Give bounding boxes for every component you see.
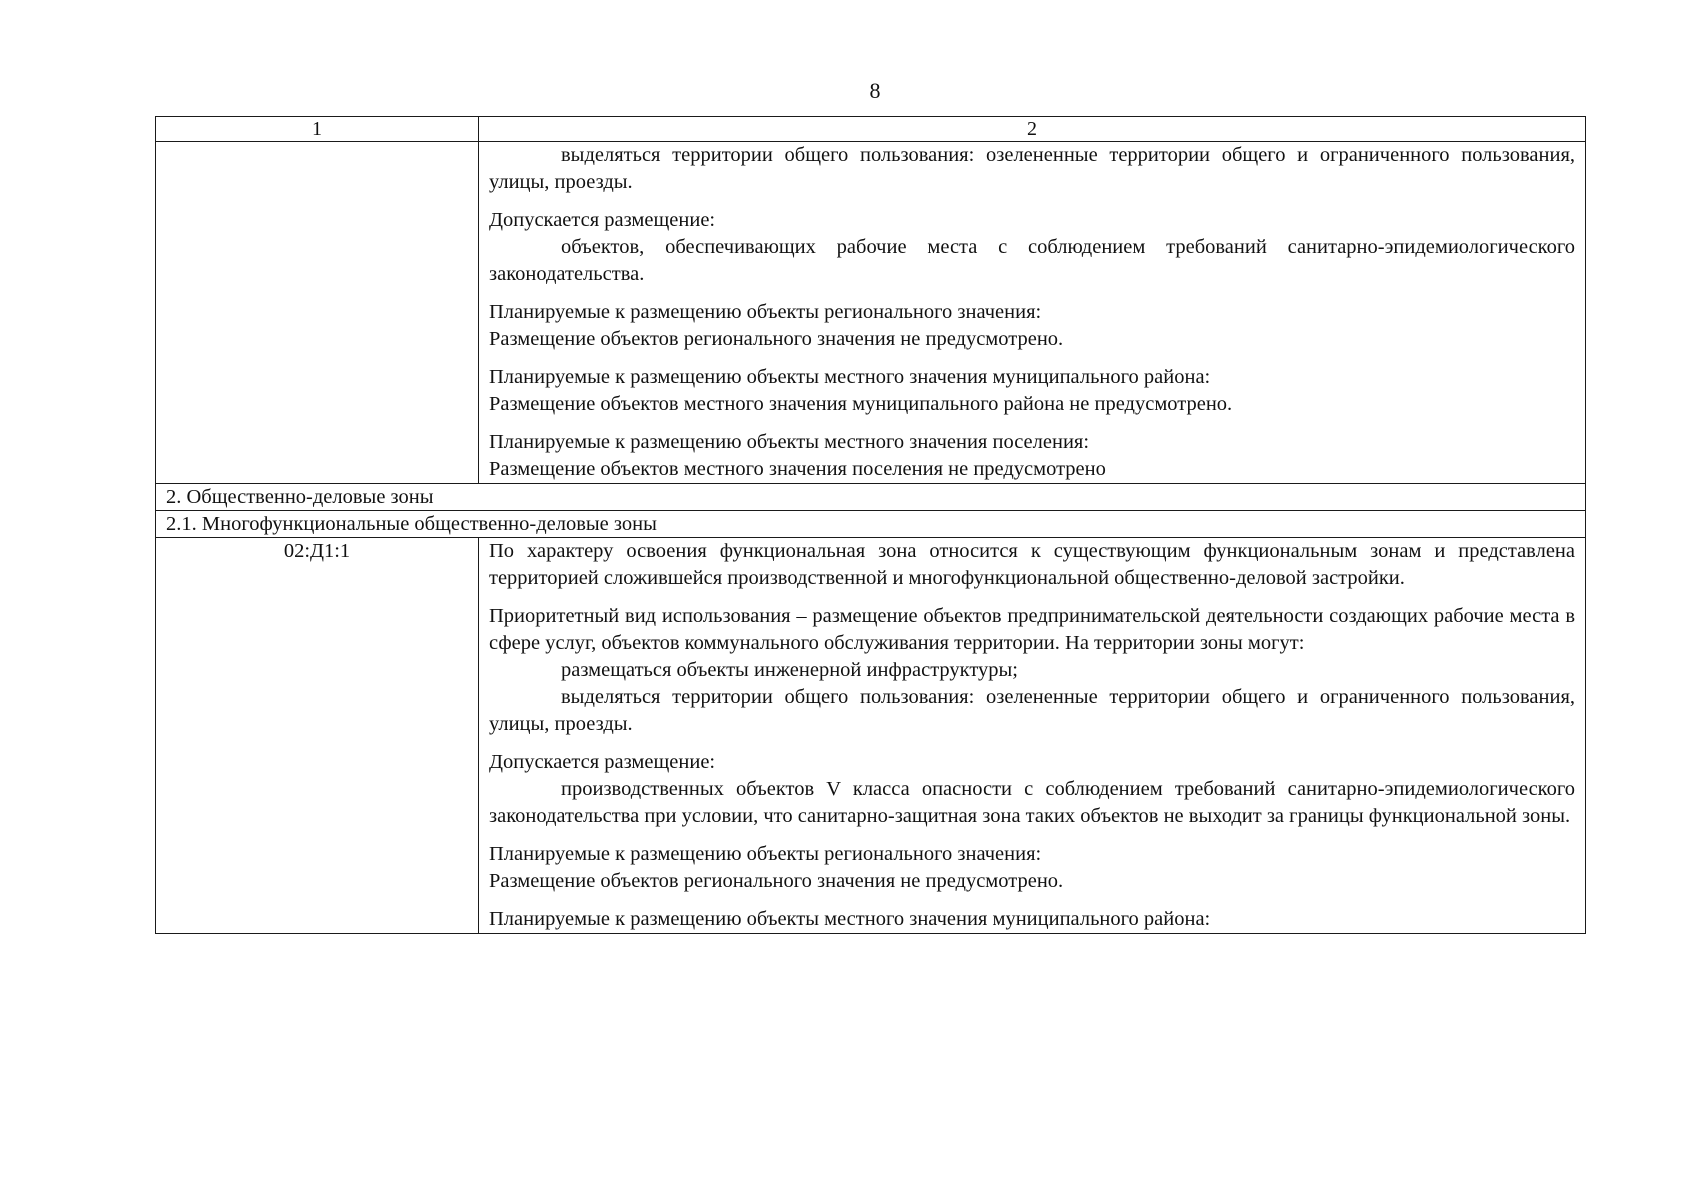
paragraph-block: [489, 299, 1575, 353]
description-container: [489, 142, 1575, 483]
paragraph-block: [489, 538, 1575, 592]
paragraph-block: [489, 207, 1575, 288]
paragraph-line: Допускается размещение:: [489, 209, 716, 231]
paragraph-line: По характеру освоения функциональная зона относится к существующим функциональным зонам и представлена территорией сложившейся производственной и многофункциональной общественно-деловой застройки.: [489, 540, 1575, 589]
paragraph-block: [489, 142, 1575, 196]
paragraph-line: объектов, обеспечивающих рабочие места с соблюдением требований санитарно-эпидемиологического законодательства.: [489, 236, 1575, 285]
paragraph-line: Размещение объектов регионального значения не предусмотрено.: [489, 328, 1064, 350]
section-row-2: [156, 484, 1586, 511]
paragraph-line: Допускается размещение:: [489, 751, 716, 773]
paragraph-line: Размещение объектов местного значения муниципального района не предусмотрено.: [489, 393, 1233, 415]
paragraph-line: Размещение объектов местного значения поселения не предусмотрено: [489, 458, 1106, 480]
zone-description-cell: [479, 538, 1586, 934]
zone-code-cell: [156, 142, 479, 484]
table-header-row: [156, 117, 1586, 142]
subsection-heading: 2.1. Многофункциональные общественно-деловые зоны: [156, 511, 1586, 538]
paragraph-block: [489, 906, 1575, 933]
paragraph-line: Планируемые к размещению объекты регионального значения:: [489, 843, 1042, 865]
paragraph-line: выделяться территории общего пользования: озелененные территории общего и ограниченного пользования, улицы, проезды.: [489, 144, 1575, 193]
zone-description-cell: [479, 142, 1586, 484]
paragraph-block: [489, 603, 1575, 738]
zone-code-cell: 02:Д1:1: [156, 538, 479, 934]
paragraph-line: Планируемые к размещению объекты местного значения муниципального района:: [489, 366, 1211, 388]
section-heading: 2. Общественно-деловые зоны: [156, 484, 1586, 511]
table-row-continuation: [156, 142, 1586, 484]
header-col-1: 1: [156, 117, 479, 142]
paragraph-line: Планируемые к размещению объекты регионального значения:: [489, 301, 1042, 323]
table-row-zone: [156, 538, 1586, 934]
paragraph-line: Планируемые к размещению объекты местного значения муниципального района:: [489, 908, 1211, 930]
paragraph-block: [489, 429, 1575, 483]
paragraph-block: [489, 841, 1575, 895]
paragraph-line: выделяться территории общего пользования: озелененные территории общего и ограниченного пользования, улицы, проезды.: [489, 686, 1575, 735]
paragraph-block: [489, 749, 1575, 830]
section-row-2-1: [156, 511, 1586, 538]
paragraph-line: производственных объектов V класса опасности с соблюдением требований санитарно-эпидемиологического законодательства при условии, что санитарно-защитная зона таких объектов не выходит за границы функциональной зоны.: [489, 778, 1575, 827]
paragraph-line: Планируемые к размещению объекты местного значения поселения:: [489, 431, 1090, 453]
description-container: [489, 538, 1575, 933]
header-col-2: 2: [479, 117, 1586, 142]
paragraph-line: Приоритетный вид использования – размещение объектов предпринимательской деятельности создающих рабочие места в сфере услуг, объектов коммунального обслуживания территории. На территории зоны могут:: [489, 605, 1575, 654]
paragraph-block: [489, 364, 1575, 418]
page-number: 8: [869, 78, 881, 103]
zones-table: [155, 116, 1586, 934]
paragraph-line: Размещение объектов регионального значения не предусмотрено.: [489, 870, 1064, 892]
paragraph-line: размещаться объекты инженерной инфраструктуры;: [561, 659, 1018, 681]
